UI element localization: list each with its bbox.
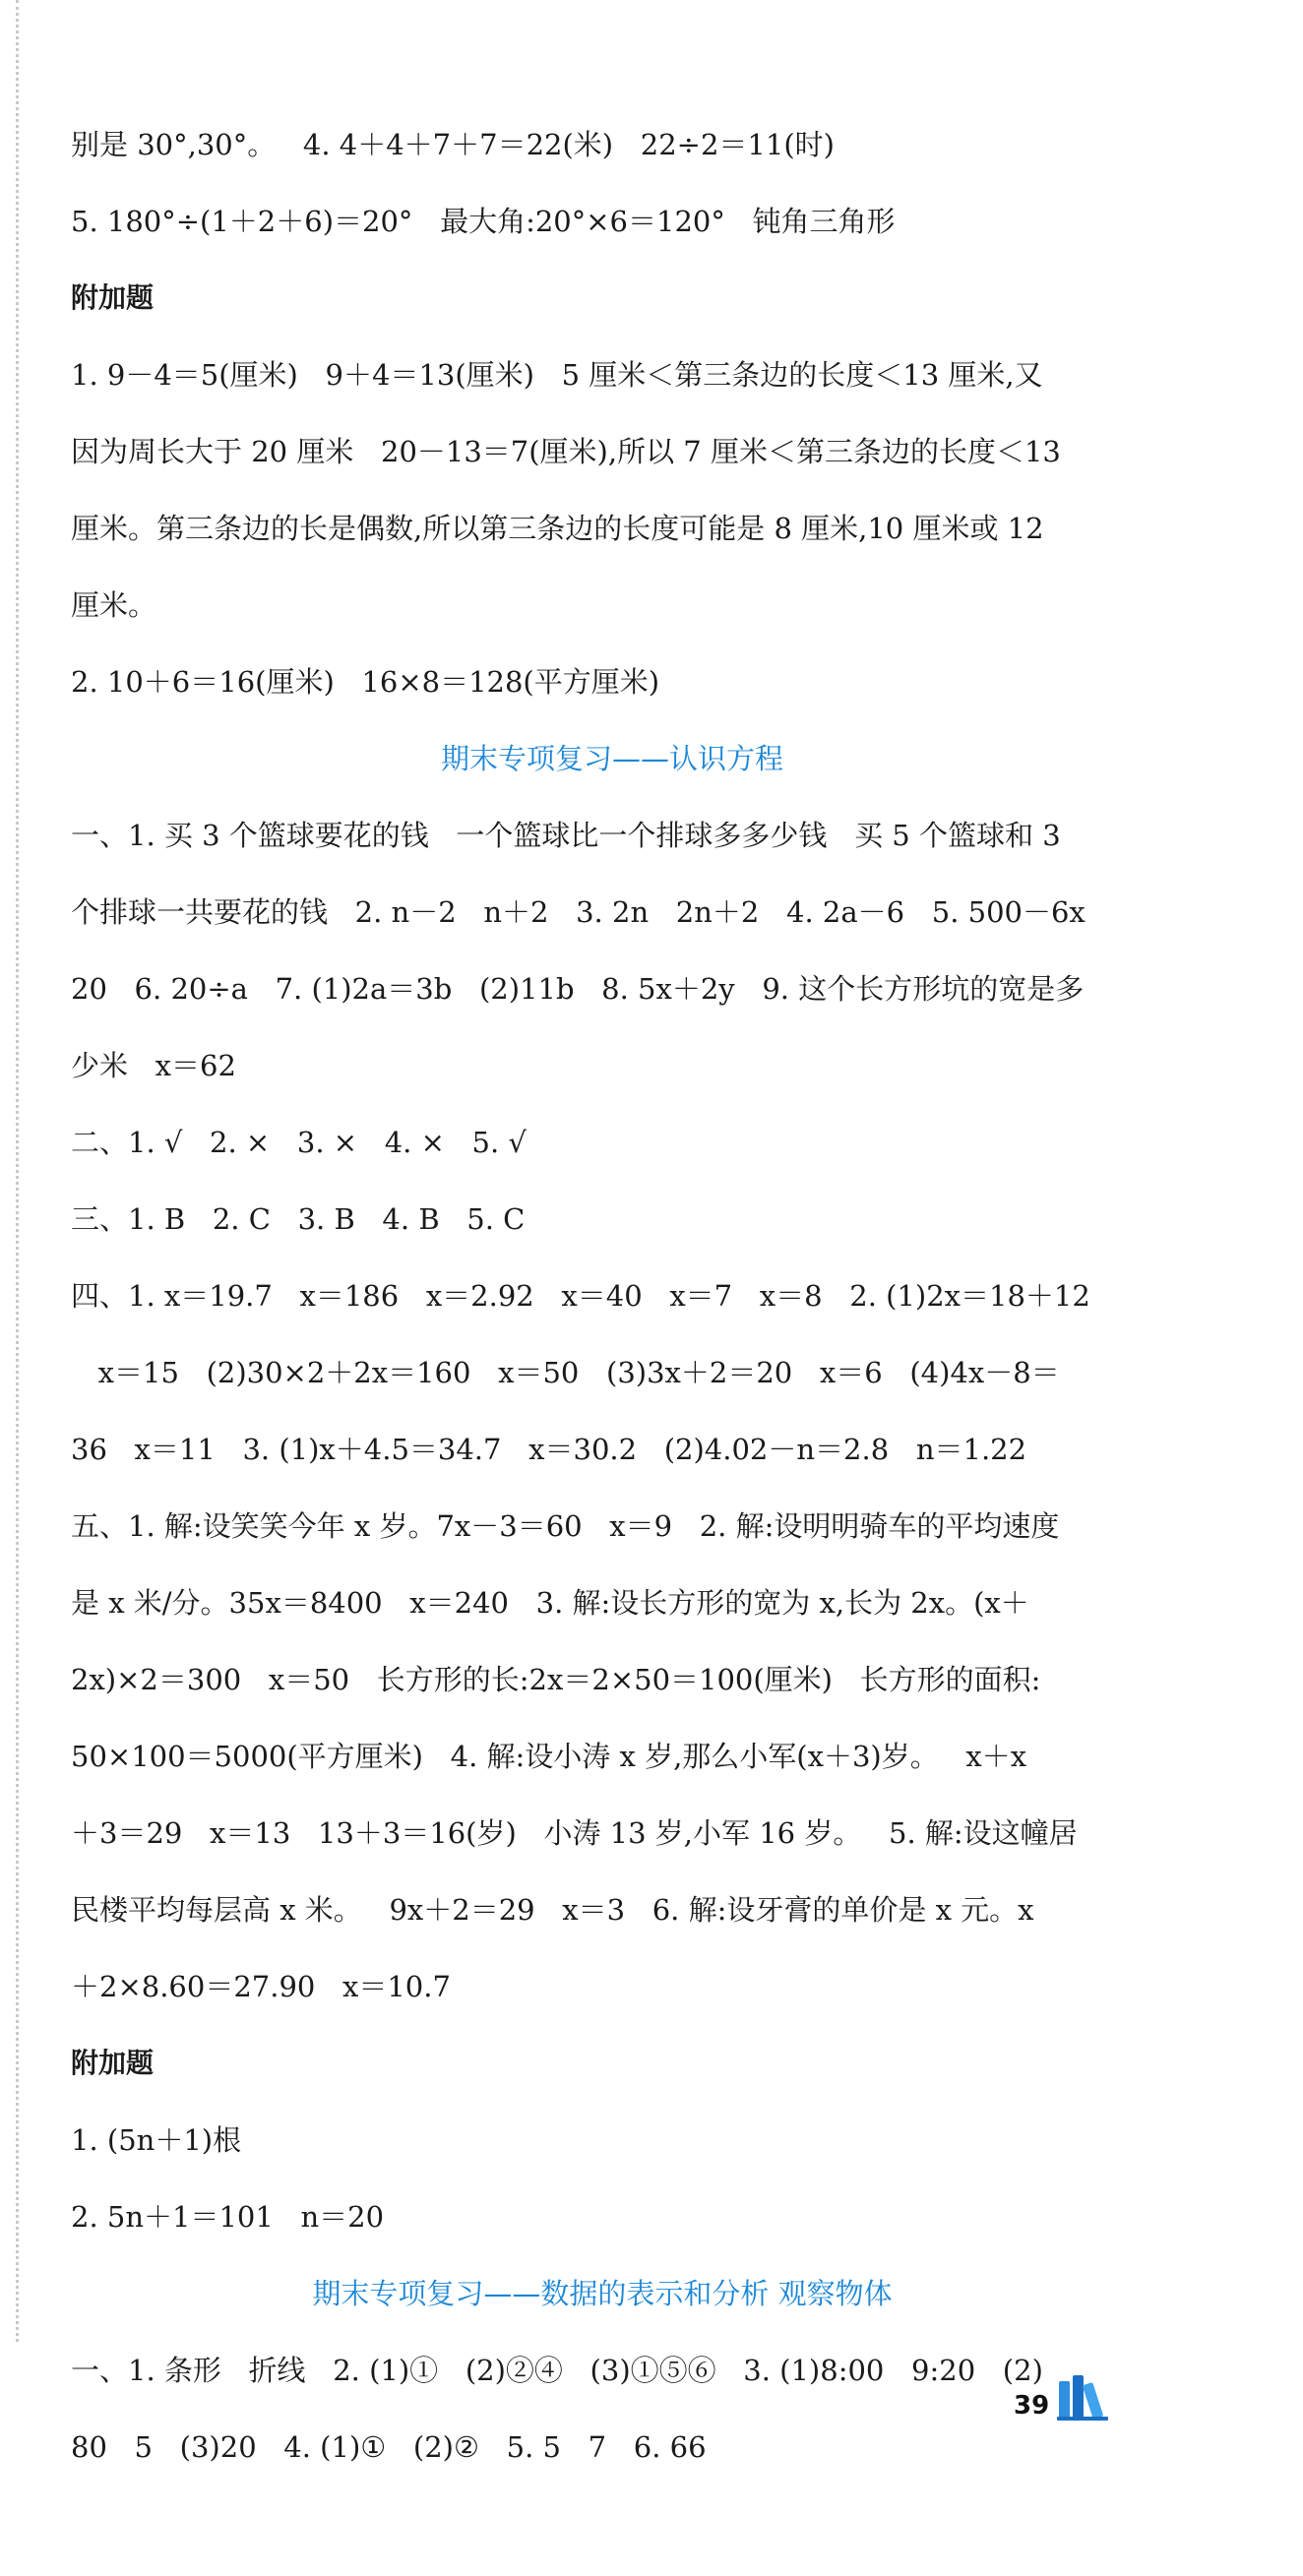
text-line: 厘米。	[71, 588, 157, 622]
text-line: 80 5 (3)20 4. (1)① (2)② 5. 5 7 6. 66	[71, 2430, 707, 2464]
fujia-heading: 附加题	[71, 281, 155, 314]
answer-page	[71, 106, 1134, 2485]
text-line: ＋2×8.60＝27.90 x＝10.7	[71, 1970, 451, 2003]
page-number: 39	[1014, 2391, 1050, 2421]
text-line: 别是 30°,30°。 4. 4＋4＋7＋7＝22(米) 22÷2＝11(时)	[71, 128, 835, 161]
text-line: 1. (5n＋1)根	[71, 2123, 242, 2157]
text-line: 2. 10＋6＝16(厘米) 16×8＝128(平方厘米)	[71, 665, 660, 699]
text-line: 四、1. x＝19.7 x＝186 x＝2.92 x＝40 x＝7 x＝8 2. (1)2x＝18＋12	[71, 1279, 1090, 1313]
text-line: 民楼平均每层高 x 米。 9x＋2＝29 x＝3 6. 解:设牙膏的单价是 x 元。x	[71, 1893, 1034, 1927]
books-icon	[1055, 2371, 1114, 2423]
text-line: 厘米。第三条边的长是偶数,所以第三条边的长度可能是 8 厘米,10 厘米或 12	[71, 512, 1044, 545]
text-line: 五、1. 解:设笑笑今年 x 岁。7x－3＝60 x＝9 2. 解:设明明骑车的平均速度	[71, 1509, 1060, 1543]
text-line: 36 x＝11 3. (1)x＋4.5＝34.7 x＝30.2 (2)4.02－n＝2.8 n＝1.22	[71, 1433, 1027, 1466]
text-line: 2. 5n＋1＝101 n＝20	[71, 2200, 385, 2234]
text-line: 5. 180°÷(1＋2＋6)＝20° 最大角:20°×6＝120° 钝角三角形	[71, 205, 896, 238]
text-line: 是 x 米/分。35x＝8400 x＝240 3. 解:设长方形的宽为 x,长为 2x。(x＋	[71, 1586, 1029, 1620]
text-line: 三、1. B 2. C 3. B 4. B 5. C	[71, 1202, 526, 1236]
text-line: 二、1. √ 2. × 3. × 4. × 5. √	[71, 1126, 527, 1159]
text-line: ＋3＝29 x＝13 13＋3＝16(岁) 小涛 13 岁,小军 16 岁。 5. 解:设这幢居	[71, 1816, 1078, 1850]
text-line: 50×100＝5000(平方厘米) 4. 解:设小涛 x 岁,那么小军(x＋3)岁。 x＋x	[71, 1740, 1027, 1773]
section-title-data-analysis: 期末专项复习——数据的表示和分析 观察物体	[312, 2277, 893, 2310]
text-line: 一、1. 买 3 个篮球要花的钱 一个篮球比一个排球多多少钱 买 5 个篮球和 3	[71, 819, 1061, 852]
text-line: x＝15 (2)30×2＋2x＝160 x＝50 (3)3x＋2＝20 x＝6 (4)4x－8＝	[71, 1356, 1060, 1389]
text-line: 1. 9－4＝5(厘米) 9＋4＝13(厘米) 5 厘米＜第三条边的长度＜13 厘米,又	[71, 358, 1043, 392]
text-line: 个排球一共要花的钱 2. n－2 n＋2 3. 2n 2n＋2 4. 2a－6 5. 500－6x	[71, 895, 1086, 929]
text-line: 20 6. 20÷a 7. (1)2a＝3b (2)11b 8. 5x＋2y 9. 这个长方形坑的宽是多	[71, 972, 1085, 1006]
text-line: 少米 x＝62	[71, 1049, 236, 1082]
text-line: 2x)×2＝300 x＝50 长方形的长:2x＝2×50＝100(厘米) 长方形的面积:	[71, 1663, 1041, 1696]
text-line: 因为周长大于 20 厘米 20－13＝7(厘米),所以 7 厘米＜第三条边的长度＜13	[71, 435, 1061, 468]
fujia-heading-2: 附加题	[71, 2047, 155, 2079]
section-title-equations: 期末专项复习——认识方程	[440, 742, 783, 775]
margin-dotted-rule	[16, 0, 19, 2342]
text-line: 一、1. 条形 折线 2. (1)① (2)②④ (3)①⑤⑥ 3. (1)8:00 9:20 (2)	[71, 2354, 1043, 2387]
